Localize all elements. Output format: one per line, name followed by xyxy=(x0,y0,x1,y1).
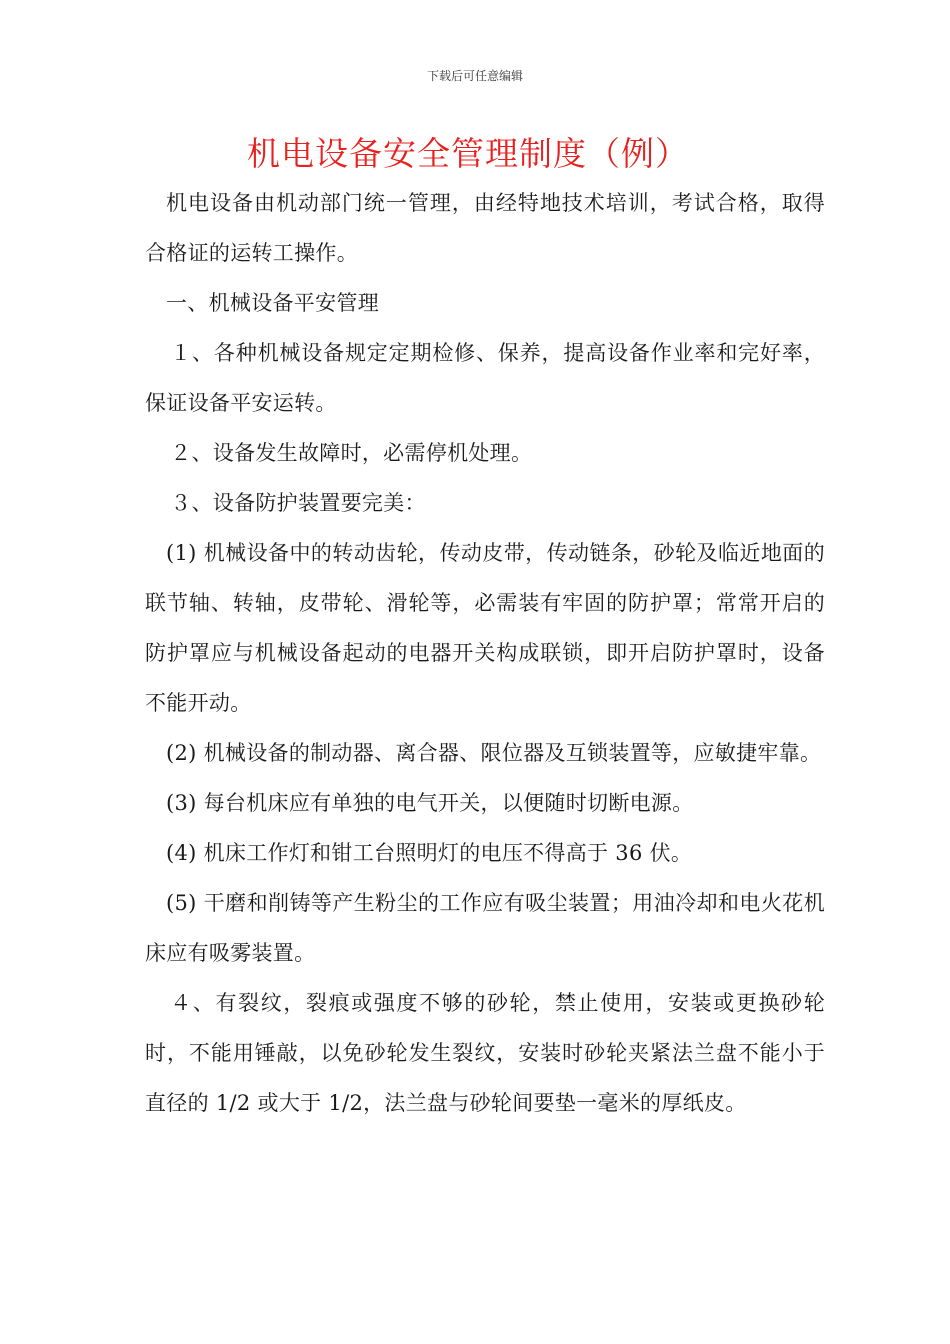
paragraph-subitem-3: (3) 每台机床应有单独的电气开关，以便随时切断电源。 xyxy=(166,791,694,815)
section-heading-1: 一、机械设备平安管理 xyxy=(166,291,379,315)
paragraph-intro: 机电设备由机动部门统一管理，由经特地技术培训，考试合格，取得合格证的运转工操作。 xyxy=(145,191,825,265)
paragraph-item-2: ２、设备发生故障时，必需停机处理。 xyxy=(170,441,533,465)
paragraph-subitem-5: (5) 干磨和削铸等产生粉尘的工作应有吸尘装置；用油冷却和电火花机床应有吸雾装置。 xyxy=(145,891,825,965)
document-title: 机电设备安全管理制度（例） xyxy=(247,134,689,173)
paragraph-item-1: １、各种机械设备规定定期检修、保养，提高设备作业率和完好率，保证设备平安运转。 xyxy=(145,341,825,415)
document-body xyxy=(145,178,825,1128)
header-note: 下载后可任意编辑 xyxy=(426,69,523,83)
paragraph-subitem-1: (1) 机械设备中的转动齿轮，传动皮带，传动链条，砂轮及临近地面的联节轴、转轴，皮带轮、滑轮等，必需装有牢固的防护罩；常常开启的防护罩应与机械设备起动的电器开关构成联锁，即开启防护罩时，设备不能开动。 xyxy=(145,541,825,715)
paragraph-item-3: ３、设备防护装置要完美： xyxy=(170,491,426,515)
paragraph-subitem-2: (2) 机械设备的制动器、离合器、限位器及互锁装置等，应敏捷牢靠。 xyxy=(166,741,822,765)
paragraph-item-4: ４、有裂纹，裂痕或强度不够的砂轮，禁止使用，安装或更换砂轮时，不能用锤敲，以免砂轮发生裂纹，安装时砂轮夹紧法兰盘不能小于直径的 1/2 或大于 1/2，法兰盘与砂轮间要垫一毫米的厚纸皮。 xyxy=(145,991,825,1115)
paragraph-subitem-4: (4) 机床工作灯和钳工台照明灯的电压不得高于 36 伏。 xyxy=(166,841,693,865)
